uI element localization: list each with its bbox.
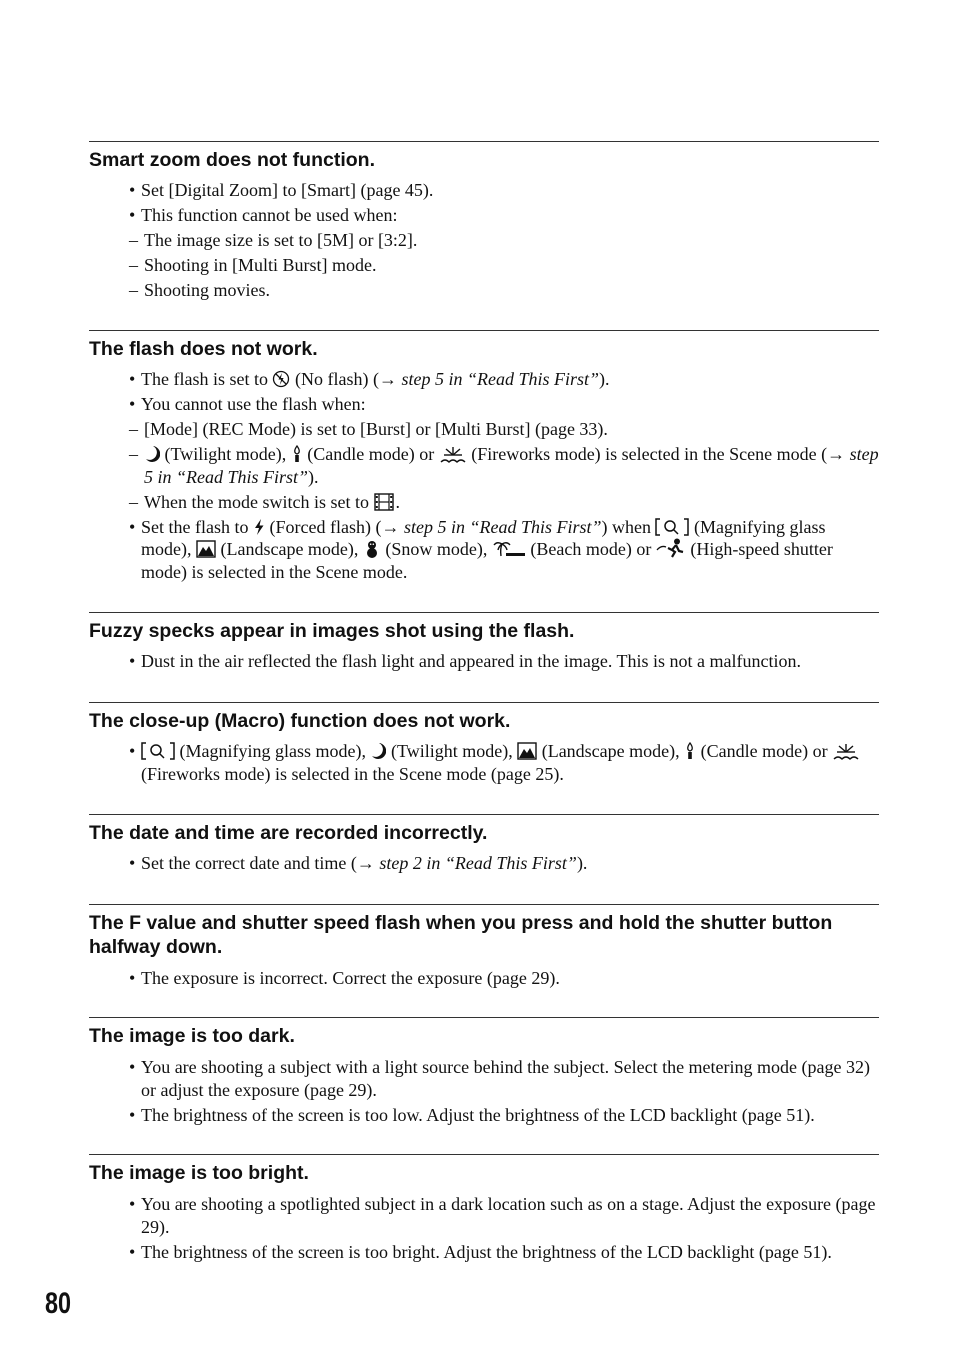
section-macro bbox=[89, 702, 879, 788]
bullet-item: • The brightness of the screen is too bright. Adjust the brightness of the LCD backlight (page 51). bbox=[129, 1241, 879, 1264]
reference-text: step 2 in “Read This First” bbox=[379, 853, 577, 873]
dash-item: – [Mode] (REC Mode) is set to [Burst] or [Multi Burst] (page 33). bbox=[129, 418, 879, 441]
bullet-item bbox=[129, 740, 879, 785]
bullet-item: • Dust in the air reflected the flash light and appeared in the image. This is not a malfunction. bbox=[129, 650, 879, 673]
text: (Beach mode) or bbox=[530, 539, 652, 559]
bullet-item: • The brightness of the screen is too low. Adjust the brightness of the LCD backlight (page 51). bbox=[129, 1104, 879, 1127]
section-heading: The close-up (Macro) function does not work. bbox=[89, 710, 511, 732]
high-speed-shutter-mode-icon bbox=[656, 538, 686, 558]
section-f-value-shutter bbox=[89, 904, 879, 992]
section-too-bright bbox=[89, 1154, 879, 1266]
text: ). bbox=[576, 853, 588, 873]
bullet-item bbox=[129, 368, 879, 391]
text: ) when bbox=[601, 516, 651, 537]
fireworks-mode-icon bbox=[832, 742, 860, 760]
text: (Candle mode) or bbox=[700, 741, 828, 761]
bullet-item: • You are shooting a spotlighted subject in a dark location such as on a stage. Adjust the exposure (page 29). bbox=[129, 1193, 879, 1238]
text: (Candle mode) or bbox=[307, 444, 435, 464]
arrow-icon: → bbox=[356, 853, 380, 873]
twilight-mode-icon bbox=[144, 445, 160, 463]
text: (Twilight mode), bbox=[164, 444, 287, 464]
text: (Landscape mode), bbox=[220, 539, 359, 559]
text: (Fireworks mode) is selected in the Scene mode ( bbox=[471, 444, 828, 464]
bullet-item bbox=[129, 516, 879, 584]
text: (Magnifying glass mode), bbox=[141, 516, 826, 559]
bullet-item: • The exposure is incorrect. Correct the exposure (page 29). bbox=[129, 967, 879, 990]
magnifying-glass-mode-icon bbox=[141, 742, 175, 760]
text: (Landscape mode), bbox=[541, 741, 680, 761]
section-heading: The image is too bright. bbox=[89, 1162, 309, 1184]
magnifying-glass-mode-icon bbox=[655, 518, 689, 536]
reference-text: step 5 in “Read This First” bbox=[401, 369, 599, 389]
landscape-mode-icon bbox=[517, 742, 537, 760]
bullet-item: • You are shooting a subject with a light source behind the subject. Select the metering mode (page 32) or adjust the exposure (page 29). bbox=[129, 1056, 879, 1101]
section-heading: The flash does not work. bbox=[89, 338, 318, 360]
arrow-icon: → bbox=[378, 369, 402, 389]
text: (Magnifying glass mode), bbox=[179, 741, 366, 761]
text: (No flash) ( bbox=[294, 369, 379, 389]
text: (Twilight mode), bbox=[390, 741, 513, 761]
dash-item bbox=[129, 491, 879, 514]
dash-item bbox=[129, 443, 879, 488]
movie-mode-icon bbox=[373, 493, 395, 511]
section-heading: Fuzzy specks appear in images shot using the flash. bbox=[89, 620, 575, 642]
dash-item: – Shooting movies. bbox=[129, 279, 879, 302]
bullet-item: • Set [Digital Zoom] to [Smart] (page 45). bbox=[129, 179, 879, 202]
candle-mode-icon bbox=[291, 445, 303, 463]
text: (Snow mode), bbox=[385, 539, 488, 559]
text: Set the flash to bbox=[141, 516, 249, 537]
twilight-mode-icon bbox=[370, 742, 386, 760]
text: (Fireworks mode) is selected in the Scene mode (page 25). bbox=[141, 763, 564, 784]
text: Set the correct date and time ( bbox=[141, 853, 357, 873]
forced-flash-icon bbox=[253, 518, 265, 536]
landscape-mode-icon bbox=[196, 540, 216, 558]
bullet-item: • You cannot use the flash when: bbox=[129, 393, 879, 416]
bullet-item bbox=[129, 852, 879, 875]
section-heading: The date and time are recorded incorrectly. bbox=[89, 822, 488, 844]
dash-item: – Shooting in [Multi Burst] mode. bbox=[129, 254, 879, 277]
text: When the mode switch is set to bbox=[144, 491, 369, 512]
snow-mode-icon bbox=[363, 540, 381, 558]
page-number: 80 bbox=[45, 1287, 72, 1320]
candle-mode-icon bbox=[684, 742, 696, 760]
fireworks-mode-icon bbox=[439, 445, 467, 463]
section-heading: Smart zoom does not function. bbox=[89, 149, 375, 171]
beach-mode-icon bbox=[492, 540, 526, 558]
text: ). bbox=[308, 466, 319, 487]
section-date-time bbox=[89, 814, 879, 877]
section-flash-not-work bbox=[89, 330, 879, 586]
text: (Forced flash) ( bbox=[269, 516, 382, 537]
section-fuzzy-specks bbox=[89, 612, 879, 675]
text: (High-speed shutter mode) is selected in the Scene mode. bbox=[141, 539, 833, 582]
no-flash-icon bbox=[272, 370, 290, 388]
section-heading: The F value and shutter speed flash when you press and hold the shutter button halfway down. bbox=[89, 912, 833, 958]
section-smart-zoom bbox=[89, 141, 879, 304]
text: ). bbox=[599, 369, 610, 389]
dash-item: – The image size is set to [5M] or [3:2]. bbox=[129, 229, 879, 252]
arrow-icon: → bbox=[381, 516, 404, 537]
reference-text: step 5 in “Read This First” bbox=[403, 516, 602, 537]
arrow-icon: → bbox=[827, 444, 850, 464]
text: . bbox=[395, 491, 400, 512]
text: The flash is set to bbox=[141, 369, 268, 389]
section-too-dark bbox=[89, 1017, 879, 1129]
section-heading: The image is too dark. bbox=[89, 1025, 295, 1047]
bullet-item: • This function cannot be used when: bbox=[129, 204, 879, 227]
reference-text: step 5 in “Read This First” bbox=[144, 444, 879, 487]
